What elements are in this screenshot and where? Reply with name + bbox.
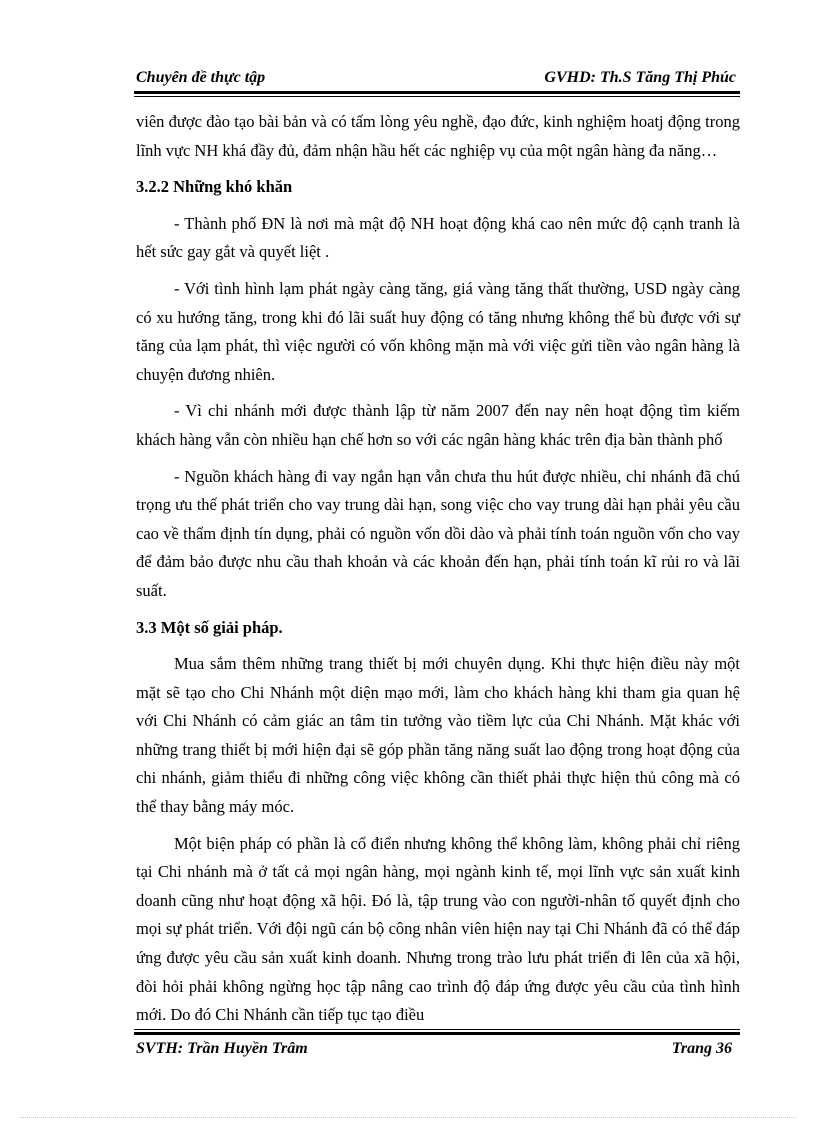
footer-author: SVTH: Trần Huyền Trâm	[136, 1040, 308, 1057]
header-rule-thick	[134, 91, 740, 94]
page-footer	[136, 1037, 740, 1061]
footer-rule-thick	[134, 1032, 740, 1035]
paragraph-human-resources: Một biện pháp có phần là cổ điển nhưng không thể không làm, không phải chỉ riêng tại Chi nhánh mà ở tất cả mọi ngân hàng, mọi ngành kinh tế, mọi lĩnh vực sản xuất kinh doanh cũng như hoạt động xã hội. Đó là, tập trung vào con người-nhân tố quyết định cho mọi sự phát triển. Với đội ngũ cán bộ công nhân viên hiện nay tại Chi Nhánh đã có thể đáp ứng được yêu cầu sản xuất kinh doanh. Nhưng trong trào lưu phát triển đi lên của xã hội, đòi hỏi phải không ngừng học tập nâng cao trình độ đáp ứng được yêu cầu của tình hình mới. Do đó Chi Nhánh cần tiếp tục tạo điều	[136, 833, 740, 1025]
header-rule-thin	[134, 96, 740, 97]
paragraph-competition: - Thành phố ĐN là nơi mà mật độ NH hoạt động khá cao nên mức độ cạnh tranh là hết sức gay gắt và quyết liệt .	[136, 213, 740, 262]
paragraph-short-term-loans: - Nguồn khách hàng đi vay ngắn hạn vẫn chưa thu hút được nhiều, chi nhánh đã chú trọng ưu thế phát triển cho vay trung dài hạn, song việc cho vay trung dài hạn phải yêu cầu cao về thẩm định tín dụng, phải có nguồn vốn dồi dào và phải tính toán nguồn vốn cho vay để đảm bảo được nhu cầu thah khoản và các khoản đến hạn, phải tính toán kĩ rủi ro và lãi suất.	[136, 466, 740, 600]
paragraph-continuation: viên được đào tạo bài bản và có tấm lòng yêu nghề, đạo đức, kinh nghiệm hoatj động trong lĩnh vực NH khá đầy đủ, đảm nhận hầu hết các nghiệp vụ của một ngân hàng đa năng…	[136, 112, 740, 160]
section-heading-difficulties: 3.2.2 Những khó khăn	[136, 177, 293, 197]
section-heading-solutions: 3.3 Một số giải pháp.	[136, 617, 283, 637]
paragraph-inflation: - Với tình hình lạm phát ngày càng tăng, giá vàng tăng thất thường, USD ngày càng có xu hướng tăng, trong khi đó lãi suất huy động có tăng nhưng không thể bù được với sự tăng của lạm phát, thì việc người có vốn không mặn mà với việc gửi tiền vào ngân hàng là chuyện đương nhiên.	[136, 278, 740, 384]
footer-rule-thin	[134, 1029, 740, 1030]
page-edge-divider	[20, 1117, 796, 1118]
page-header	[136, 66, 740, 90]
header-advisor: GVHD: Th.S Tăng Thị Phúc	[544, 69, 736, 86]
paragraph-equipment: Mua sắm thêm những trang thiết bị mới chuyên dụng. Khi thực hiện điều này một mặt sẽ tạo cho Chi Nhánh một diện mạo mới, làm cho khách hàng khi tham gia quan hệ với Chi Nhánh có cảm giác an tâm tin tưởng vào tiềm lực của Chi Nhánh. Mặt khác với những trang thiết bị mới hiện đại sẽ góp phần tăng năng suất lao động trong hoạt động của chi nhánh, giảm thiểu đi những công việc không cần thiết phải thực hiện thủ công mà có thể thay bằng máy móc.	[136, 654, 740, 817]
header-title: Chuyên đề thực tập	[136, 69, 266, 86]
page-body	[136, 108, 740, 1038]
page-number: Trang 36	[671, 1040, 732, 1057]
paragraph-new-branch: - Vì chi nhánh mới được thành lập từ năm 2007 đến nay nên hoạt động tìm kiếm khách hàng vẫn còn nhiều hạn chế hơn so với các ngân hàng khác trên địa bàn thành phố	[136, 401, 740, 449]
